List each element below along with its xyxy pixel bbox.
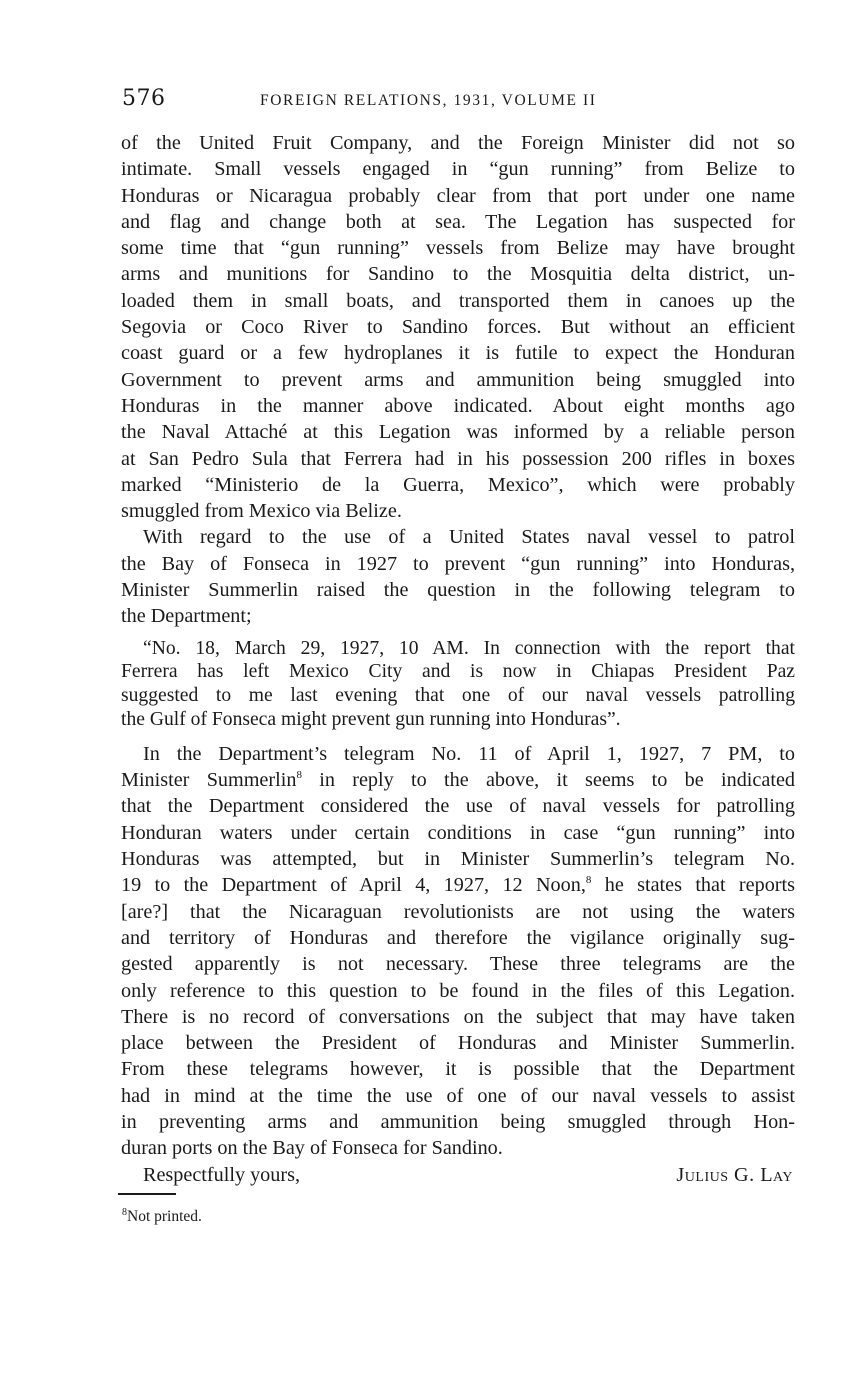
text-segment: in reply to the above, it seems to be indicated	[301, 769, 795, 792]
page-header	[122, 86, 794, 116]
text-line: [are?] that the Nicaraguan revolutionists are not using the waters	[121, 900, 795, 923]
document-body	[121, 130, 795, 1188]
quote-line: “No. 18, March 29, 1927, 10 AM. In connection with the report that	[143, 637, 795, 659]
text-line: coast guard or a few hydroplanes it is futile to expect the Honduran	[121, 342, 795, 365]
text-line: Government to prevent arms and ammunition being smuggled into	[121, 368, 795, 391]
text-line: at San Pedro Sula that Ferrera had in his possession 200 rifles in boxes	[121, 447, 795, 470]
closing-block	[121, 1162, 795, 1188]
text-line: and flag and change both at sea. The Legation has suspected for	[121, 210, 795, 233]
text-line: only reference to this question to be found in the files of this Legation.	[121, 979, 795, 1002]
text-line: marked “Ministerio de la Guerra, Mexico”, which were probably	[121, 473, 795, 496]
salutation: Respectfully yours,	[143, 1163, 300, 1186]
footnote	[122, 1208, 202, 1226]
quote-line: Ferrera has left Mexico City and is now in Chiapas President Paz	[121, 661, 795, 683]
text-line: the Department;	[121, 605, 252, 628]
text-line: some time that “gun running” vessels from Belize may have brought	[121, 237, 795, 260]
text-line: Honduran waters under certain conditions in case “gun running” into	[121, 821, 795, 844]
footnote-mark: 8	[122, 1207, 127, 1218]
text-line: There is no record of conversations on the subject that may have taken	[121, 1005, 795, 1028]
text-segment: Minister Summerlin	[121, 769, 297, 792]
text-line: the Bay of Fonseca in 1927 to prevent “gun running” into Honduras,	[121, 552, 795, 575]
page-number: 576	[122, 86, 166, 111]
text-line	[121, 767, 795, 793]
text-line: In the Department’s telegram No. 11 of April 1, 1927, 7 PM, to	[143, 742, 795, 765]
text-line: Honduras was attempted, but in Minister Summerlin’s telegram No.	[121, 848, 795, 871]
footnote-divider	[118, 1193, 176, 1195]
text-line: intimate. Small vessels engaged in “gun running” from Belize to	[121, 158, 795, 181]
paragraph-continued	[121, 130, 795, 524]
footnote-reference: 8	[296, 769, 302, 782]
quote-line: suggested to me last evening that one of our naval vessels patrolling	[121, 685, 795, 707]
text-line: Minister Summerlin raised the question in the following telegram to	[121, 579, 795, 602]
text-line: in preventing arms and ammunition being smuggled through Hon-	[121, 1110, 795, 1133]
quote-line: the Gulf of Fonseca might prevent gun running into Honduras”.	[121, 709, 621, 731]
signature: Julius G. Lay	[676, 1163, 793, 1186]
text-line: of the United Fruit Company, and the Foreign Minister did not so	[121, 132, 795, 154]
text-line	[121, 872, 795, 898]
text-segment: he states that reports	[591, 874, 795, 897]
text-line: duran ports on the Bay of Fonseca for Sandino.	[121, 1137, 503, 1160]
running-head: FOREIGN RELATIONS, 1931, VOLUME II	[260, 92, 597, 109]
text-line: that the Department considered the use of naval vessels for patrolling	[121, 795, 795, 818]
footnote-reference: 8	[585, 874, 592, 887]
text-line: Honduras in the manner above indicated. About eight months ago	[121, 394, 795, 417]
text-line: With regard to the use of a United States naval vessel to patrol	[143, 526, 795, 549]
footnote-text: Not printed.	[127, 1208, 202, 1225]
text-line: Honduras or Nicaragua probably clear from that port under one name	[121, 184, 795, 207]
paragraph-naval-vessel	[121, 524, 795, 629]
text-line: the Naval Attaché at this Legation was informed by a reliable person	[121, 421, 795, 444]
text-line: place between the President of Honduras and Minister Summerlin.	[121, 1032, 795, 1055]
text-line: arms and munitions for Sandino to the Mosquitia delta district, un-	[121, 263, 795, 286]
text-line: loaded them in small boats, and transported them in canoes up the	[121, 289, 795, 312]
block-quote-telegram	[121, 637, 795, 732]
paragraph-department-telegram	[121, 741, 795, 1162]
text-line: had in mind at the time the use of one of our naval vessels to assist	[121, 1084, 795, 1107]
text-line: gested apparently is not necessary. These three telegrams are the	[121, 953, 795, 976]
text-line: smuggled from Mexico via Belize.	[121, 500, 402, 523]
text-segment: 19 to the Department of April 4, 1927, 12 Noon,	[121, 874, 586, 897]
text-line: and territory of Honduras and therefore the vigilance originally sug-	[121, 926, 795, 949]
text-line: From these telegrams however, it is possible that the Department	[121, 1058, 795, 1081]
text-line: Segovia or Coco River to Sandino forces. But without an efficient	[121, 316, 795, 339]
